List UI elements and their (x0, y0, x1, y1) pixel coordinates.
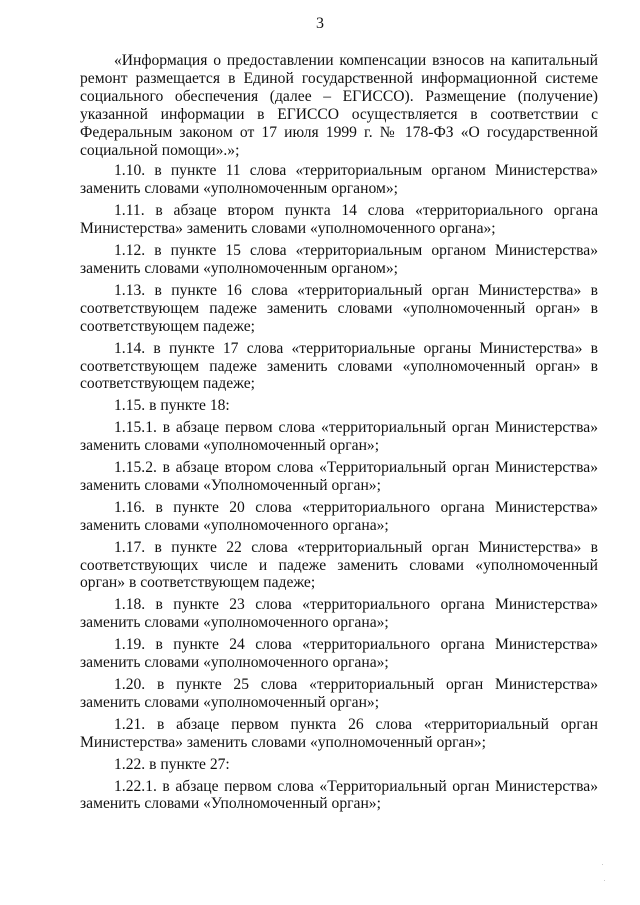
paragraph-item-1-22-1: 1.22.1. в абзаце первом слова «Территориальный орган Министерства» заменить словами «Уполномоченный орган»; (80, 777, 598, 813)
paragraph-item-1-10: 1.10. в пункте 11 слова «территориальным органом Министерства» заменить словами «уполномоченным органом»; (80, 162, 598, 198)
paragraph-item-1-15-1: 1.15.1. в абзаце первом слова «территориальный орган Министерства» заменить словами «уполномоченный орган»; (80, 419, 598, 455)
scan-speck (602, 864, 603, 865)
paragraph-item-1-20: 1.20. в пункте 25 слова «территориальный орган Министерства» заменить словами «уполномоченный орган»; (80, 676, 598, 711)
paragraph-egisso-information: «Информация о предоставлении компенсации взносов на капитальный ремонт размещается в Единой государственной информационной системе социального обеспечения (далее – ЕГИССО). Размещение (получение) указанной информации в ЕГИССО осуществляется в соответствии с Федеральным законом от 17 июля 1999 г. № 178-ФЗ «О государственной социальной помощи».»; (80, 52, 598, 159)
page-number: 3 (316, 15, 324, 32)
paragraph-item-1-19: 1.19. в пункте 24 слова «территориального органа Министерства» заменить словами «уполномоченного органа»; (80, 636, 598, 672)
paragraph-item-1-16: 1.16. в пункте 20 слова «территориального органа Министерства» заменить словами «уполномоченного органа»; (80, 498, 598, 534)
document-body (80, 52, 598, 817)
paragraph-item-1-22: 1.22. в пункте 27: (114, 755, 230, 773)
paragraph-item-1-15-2: 1.15.2. в абзаце втором слова «Территориальный орган Министерства» заменить словами «Уполномоченный орган»; (80, 459, 598, 494)
paragraph-item-1-18: 1.18. в пункте 23 слова «территориального органа Министерства» заменить словами «уполномоченного органа»; (80, 596, 598, 632)
paragraph-item-1-11: 1.11. в абзаце втором пункта 14 слова «территориального органа Министерства» заменить словами «уполномоченного органа»; (80, 202, 598, 238)
paragraph-item-1-21: 1.21. в абзаце первом пункта 26 слова «территориальный орган Министерства» заменить словами «уполномоченный орган»; (80, 715, 598, 751)
paragraph-item-1-15: 1.15. в пункте 18: (114, 397, 230, 415)
scan-speck (604, 880, 605, 881)
paragraph-item-1-17: 1.17. в пункте 22 слова «территориальный орган Министерства» в соответствующих числе и падеже заменить словами «уполномоченный орган» в соответствующем падеже; (80, 538, 598, 592)
paragraph-item-1-13: 1.13. в пункте 16 слова «территориальный орган Министерства» в соответствующем падеже заменить словами «уполномоченный орган» в соответствующем падеже; (80, 281, 598, 335)
paragraph-item-1-12: 1.12. в пункте 15 слова «территориальным органом Министерства» заменить словами «уполномоченным органом»; (80, 242, 598, 277)
paragraph-item-1-14: 1.14. в пункте 17 слова «территориальные органы Министерства» в соответствующем падеже заменить словами «уполномоченный орган» в соответствующем падеже; (80, 339, 598, 393)
